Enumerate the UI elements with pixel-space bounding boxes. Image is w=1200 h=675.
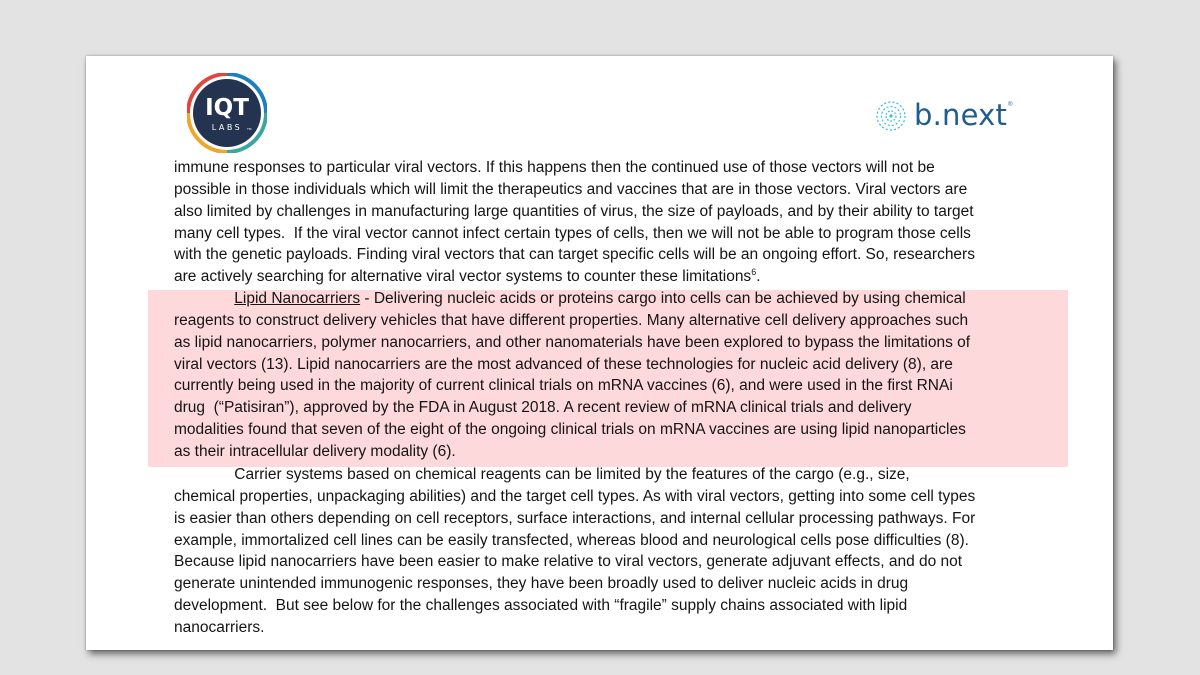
text-line: Carrier systems based on chemical reagents can be limited by the features of the cargo (e.g., size, xyxy=(174,466,910,483)
iqt-logo-sub: LABS xyxy=(211,123,243,132)
text-line: currently being used in the majority of current clinical trials on mRNA vaccines (6), and were used in the first RNAi xyxy=(174,377,953,395)
text-line: example, immortalized cell lines can be easily transfected, whereas blood and neurological cells pose difficulties (8). xyxy=(174,531,969,549)
text-line: viral vectors (13). Lipid nanocarriers are the most advanced of these technologies for nucleic acid delivery (8), are xyxy=(174,355,953,373)
text-line-content: are actively searching for alternative viral vector systems to counter these limitations xyxy=(174,268,752,286)
document-page xyxy=(86,56,1113,650)
text-line-content: - Delivering nucleic acids or proteins cargo into cells can be achieved by using chemical xyxy=(360,290,966,307)
footnote-marker: 6 xyxy=(751,267,757,278)
bnext-logo-word: b.next xyxy=(914,98,1008,132)
bnext-sphere-icon xyxy=(874,99,908,133)
text-line: generate unintended immunogenic responses, they have been broadly used to deliver nucleic acids in drug xyxy=(174,575,909,593)
text-line: modalities found that seven of the eight of the ongoing clinical trials on mRNA vaccines are using lipid nanoparticles xyxy=(174,421,966,439)
text-line xyxy=(174,266,1074,288)
text-line: nanocarriers. xyxy=(174,618,265,636)
paragraph-lipid-nanocarriers xyxy=(174,288,1074,463)
text-line: drug (“Patisiran”), approved by the FDA in August 2018. A recent review of mRNA clinical trials and delivery xyxy=(174,399,912,417)
text-line: many cell types. If the viral vector cannot infect certain types of cells, then we will not be able to program those cells xyxy=(174,224,971,242)
bnext-logo xyxy=(874,96,1013,136)
paragraph-indent xyxy=(174,290,234,307)
bnext-logo-tm: ® xyxy=(1008,102,1013,108)
text-line: is easier than others depending on cell receptors, surface interactions, and internal cellular processing pathways. For xyxy=(174,509,976,527)
text-line: with the genetic payloads. Finding viral vectors that can target specific cells will be an ongoing effort. So, researchers xyxy=(174,246,975,264)
iqt-labs-logo xyxy=(187,73,267,153)
text-line xyxy=(174,288,1074,310)
text-line: as their intracellular delivery modality (6). xyxy=(174,442,456,460)
text-line: possible in those individuals which will limit the therapeutics and vaccines that are in those vectors. Viral vectors are xyxy=(174,180,968,198)
text-line: reagents to construct delivery vehicles that have different properties. Many alternative cell delivery approaches such xyxy=(174,311,969,329)
text-line: immune responses to particular viral vectors. If this happens then the continued use of those vectors will not be xyxy=(174,159,935,176)
text-line: Because lipid nanocarriers have been easier to make relative to viral vectors, generate adjuvant effects, and do not xyxy=(174,553,963,571)
text-line: development. But see below for the challenges associated with “fragile” supply chains associated with lipid xyxy=(174,597,908,615)
paragraph-viral-vectors xyxy=(174,157,1074,288)
section-heading-lipid-nanocarriers: Lipid Nanocarriers xyxy=(234,290,361,307)
iqt-logo-tm: TM xyxy=(247,127,252,131)
paragraph-carrier-systems xyxy=(174,464,1074,639)
iqt-logo-word: IQT xyxy=(205,95,249,121)
text-line: as lipid nanocarriers, polymer nanocarriers, and other nanomaterials have been explored to bypass the limitations of xyxy=(174,333,971,351)
text-line: also limited by challenges in manufacturing large quantities of virus, the size of payloads, and by their ability to target xyxy=(174,202,974,220)
text-line: chemical properties, unpackaging abilities) and the target cell types. As with viral vectors, getting into some cell types xyxy=(174,487,976,505)
text-line-end: . xyxy=(756,268,761,286)
